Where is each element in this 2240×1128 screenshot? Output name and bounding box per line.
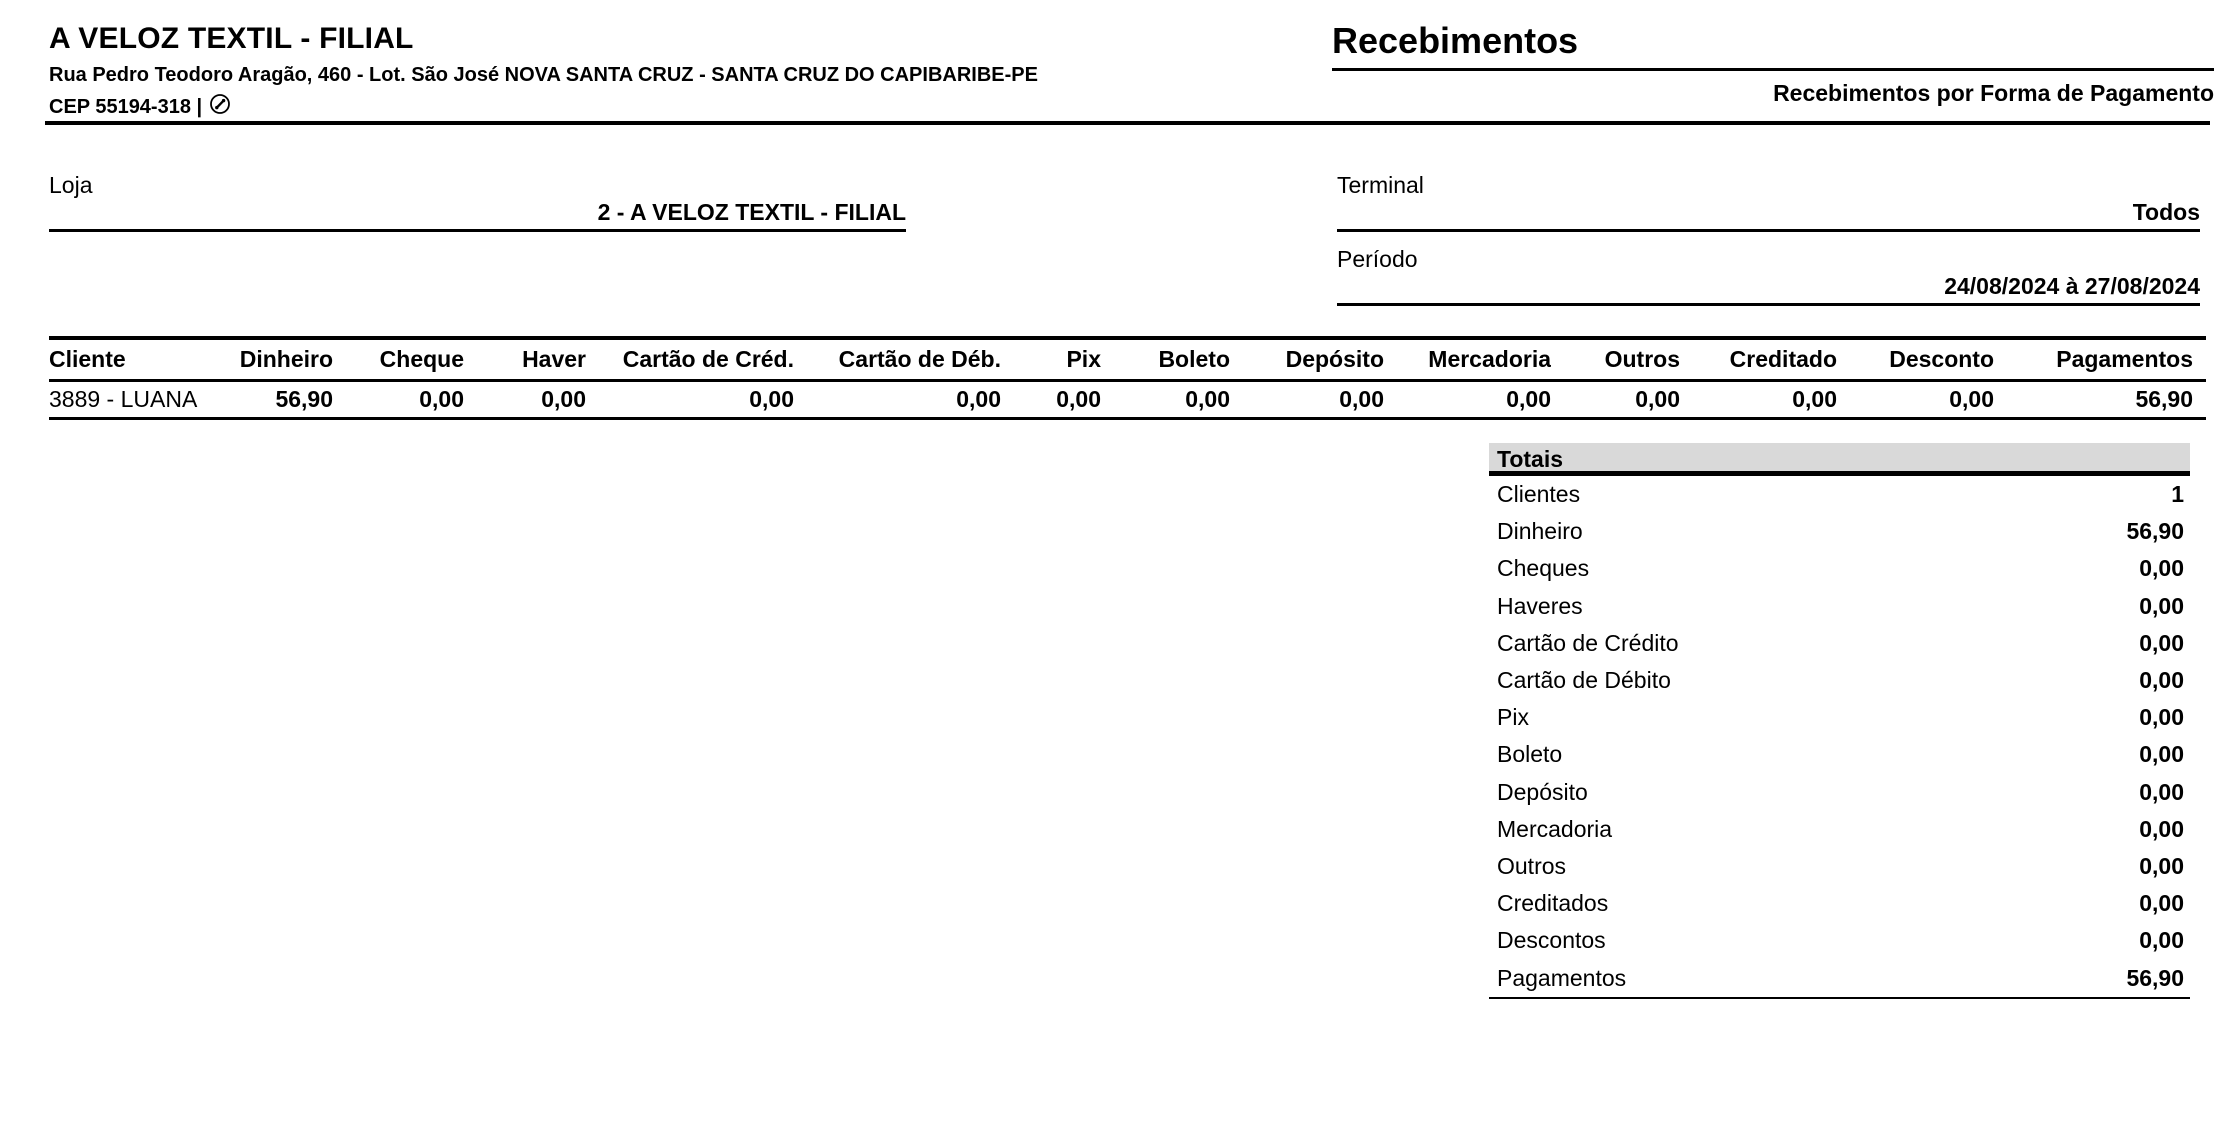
field-terminal <box>1337 172 2200 232</box>
totals-label: Clientes <box>1497 481 1581 508</box>
totals-row <box>1489 550 2190 587</box>
totals-row <box>1489 736 2190 773</box>
totals-label: Outros <box>1497 852 1567 879</box>
totals-label: Pix <box>1497 704 1529 731</box>
amount-cell: 0,00 <box>1101 380 1230 418</box>
totals-value: 0,00 <box>2139 927 2184 954</box>
loja-label: Loja <box>49 172 93 198</box>
amount-cell: 0,00 <box>1230 380 1384 418</box>
column-header-pagamentos: Pagamentos <box>1994 338 2206 380</box>
totals-value: 0,00 <box>2139 704 2184 731</box>
totals-rows <box>1489 476 2190 999</box>
totals-label: Pagamentos <box>1497 964 1627 991</box>
field-loja <box>49 172 906 232</box>
amount-cell: 0,00 <box>1680 380 1837 418</box>
column-header-cart-o-de-d-b-: Cartão de Déb. <box>794 338 1001 380</box>
periodo-label: Período <box>1337 246 1418 272</box>
column-header-cheque: Cheque <box>333 338 464 380</box>
column-header-cart-o-de-cr-d-: Cartão de Créd. <box>586 338 794 380</box>
company-cep-line <box>49 93 1038 121</box>
report-title: Recebimentos <box>1332 20 2214 71</box>
totals-label: Creditados <box>1497 890 1609 917</box>
totals-title: Totais <box>1489 443 2190 476</box>
totals-label: Cartão de Crédito <box>1497 629 1679 656</box>
totals-value: 0,00 <box>2139 629 2184 656</box>
totals-row <box>1489 922 2190 959</box>
totals-label: Cartão de Débito <box>1497 667 1671 694</box>
report-header <box>1332 20 2214 107</box>
terminal-label: Terminal <box>1337 172 1424 198</box>
amount-cell: 56,90 <box>199 380 333 418</box>
totals-label: Descontos <box>1497 927 1606 954</box>
totals-value: 0,00 <box>2139 667 2184 694</box>
amount-cell: 0,00 <box>333 380 464 418</box>
totals-row <box>1489 662 2190 699</box>
company-address: Rua Pedro Teodoro Aragão, 460 - Lot. São José NOVA SANTA CRUZ - SANTA CRUZ DO CAPIBARIBE-PE <box>49 64 1038 86</box>
amount-cell: 0,00 <box>1551 380 1680 418</box>
amount-cell: 0,00 <box>1384 380 1551 418</box>
column-header-outros: Outros <box>1551 338 1680 380</box>
payments-table <box>49 336 2206 420</box>
totals-value: 0,00 <box>2139 815 2184 842</box>
table-header-row <box>49 338 2206 380</box>
amount-cell: 56,90 <box>1994 380 2206 418</box>
terminal-value: Todos <box>2132 199 2200 225</box>
totals-value: 56,90 <box>2126 964 2184 991</box>
totals-value: 0,00 <box>2139 890 2184 917</box>
client-cell: 3889 - LUANA <box>49 380 199 418</box>
company-name: A VELOZ TEXTIL - FILIAL <box>49 22 414 55</box>
periodo-value: 24/08/2024 à 27/08/2024 <box>1944 273 2200 299</box>
totals-label: Dinheiro <box>1497 518 1583 545</box>
totals-row <box>1489 699 2190 736</box>
totals-row <box>1489 513 2190 550</box>
totals-value: 0,00 <box>2139 852 2184 879</box>
amount-cell: 0,00 <box>586 380 794 418</box>
column-header-dinheiro: Dinheiro <box>199 338 333 380</box>
totals-row <box>1489 476 2190 513</box>
amount-cell: 0,00 <box>794 380 1001 418</box>
column-header-desconto: Desconto <box>1837 338 1994 380</box>
column-header-pix: Pix <box>1001 338 1101 380</box>
totals-label: Depósito <box>1497 778 1588 805</box>
totals-row <box>1489 848 2190 885</box>
payments-table-wrap <box>49 336 2206 420</box>
report-subtitle: Recebimentos por Forma de Pagamento <box>1773 80 2214 106</box>
totals-row <box>1489 885 2190 922</box>
column-header-mercadoria: Mercadoria <box>1384 338 1551 380</box>
totals-value: 1 <box>2171 481 2184 508</box>
company-info <box>49 22 1038 121</box>
totals-value: 0,00 <box>2139 778 2184 805</box>
totals-row <box>1489 959 2190 996</box>
loja-value: 2 - A VELOZ TEXTIL - FILIAL <box>597 199 906 225</box>
totals-panel <box>1489 443 2190 999</box>
totals-row <box>1489 811 2190 848</box>
table-row <box>49 380 2206 418</box>
column-header-haver: Haver <box>464 338 586 380</box>
totals-value: 0,00 <box>2139 592 2184 619</box>
company-cep: CEP 55194-318 | <box>49 95 203 118</box>
totals-row <box>1489 625 2190 662</box>
field-periodo <box>1337 246 2200 306</box>
column-header-cliente: Cliente <box>49 338 199 380</box>
column-header-creditado: Creditado <box>1680 338 1837 380</box>
amount-cell: 0,00 <box>464 380 586 418</box>
column-header-dep-sito: Depósito <box>1230 338 1384 380</box>
totals-label: Haveres <box>1497 592 1583 619</box>
amount-cell: 0,00 <box>1001 380 1101 418</box>
totals-label: Cheques <box>1497 555 1590 582</box>
totals-row <box>1489 774 2190 811</box>
totals-value: 0,00 <box>2139 741 2184 768</box>
amount-cell: 0,00 <box>1837 380 1994 418</box>
totals-label: Mercadoria <box>1497 815 1613 842</box>
totals-row <box>1489 588 2190 625</box>
column-header-boleto: Boleto <box>1101 338 1230 380</box>
totals-value: 56,90 <box>2126 518 2184 545</box>
totals-label: Boleto <box>1497 741 1563 768</box>
header-divider <box>45 121 2210 125</box>
totals-value: 0,00 <box>2139 555 2184 582</box>
phone-icon <box>209 93 231 121</box>
